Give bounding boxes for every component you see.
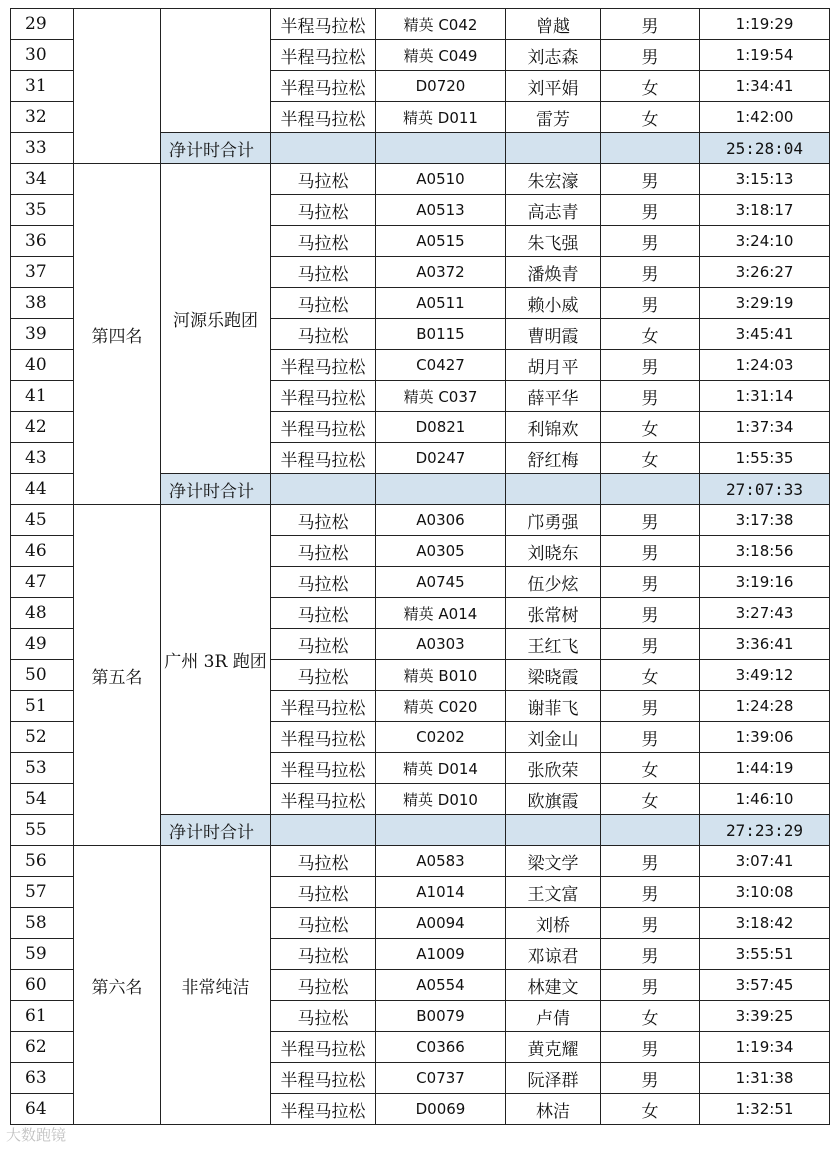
subtotal-time-cell: 27:07:33 xyxy=(700,474,830,505)
event-cell: 半程马拉松 xyxy=(271,691,376,722)
event-cell: 半程马拉松 xyxy=(271,722,376,753)
bib-cell: D0247 xyxy=(376,443,506,474)
runner-name-cell: 卢倩 xyxy=(506,1001,601,1032)
bib-cell: 精英 C037 xyxy=(376,381,506,412)
row-number-cell: 31 xyxy=(11,71,74,102)
bib-cell: A0305 xyxy=(376,536,506,567)
event-cell: 马拉松 xyxy=(271,660,376,691)
finish-time-cell: 1:31:38 xyxy=(700,1063,830,1094)
runner-name-cell: 伍少炫 xyxy=(506,567,601,598)
gender-cell: 女 xyxy=(601,71,700,102)
runner-name-cell: 王文富 xyxy=(506,877,601,908)
runner-name-cell: 雷芳 xyxy=(506,102,601,133)
gender-cell: 男 xyxy=(601,536,700,567)
runner-name-cell: 张常树 xyxy=(506,598,601,629)
gender-cell: 男 xyxy=(601,164,700,195)
table-row xyxy=(11,846,830,877)
runner-name-cell: 刘晓东 xyxy=(506,536,601,567)
finish-time-cell: 3:17:38 xyxy=(700,505,830,536)
event-cell: 马拉松 xyxy=(271,257,376,288)
gender-cell: 男 xyxy=(601,722,700,753)
runner-name-cell: 刘金山 xyxy=(506,722,601,753)
rank-cell: 第六名 xyxy=(74,846,161,1125)
finish-time-cell: 1:55:35 xyxy=(700,443,830,474)
rank-cell xyxy=(74,9,161,164)
row-number-cell: 55 xyxy=(11,815,74,846)
row-number-cell: 53 xyxy=(11,753,74,784)
row-number-cell: 37 xyxy=(11,257,74,288)
row-number-cell: 43 xyxy=(11,443,74,474)
runner-name-cell: 邓谅君 xyxy=(506,939,601,970)
bib-cell: A0554 xyxy=(376,970,506,1001)
bib-cell: A1014 xyxy=(376,877,506,908)
runner-name-cell: 阮泽群 xyxy=(506,1063,601,1094)
bib-cell: A0510 xyxy=(376,164,506,195)
finish-time-cell: 3:10:08 xyxy=(700,877,830,908)
finish-time-cell: 3:49:12 xyxy=(700,660,830,691)
gender-cell: 男 xyxy=(601,629,700,660)
finish-time-cell: 1:31:14 xyxy=(700,381,830,412)
row-number-cell: 57 xyxy=(11,877,74,908)
event-cell: 半程马拉松 xyxy=(271,71,376,102)
gender-cell: 男 xyxy=(601,257,700,288)
event-cell: 半程马拉松 xyxy=(271,350,376,381)
gender-cell: 女 xyxy=(601,412,700,443)
finish-time-cell: 1:24:28 xyxy=(700,691,830,722)
finish-time-cell: 1:24:03 xyxy=(700,350,830,381)
empty-cell xyxy=(271,474,376,505)
gender-cell: 男 xyxy=(601,970,700,1001)
gender-cell: 女 xyxy=(601,443,700,474)
row-number-cell: 49 xyxy=(11,629,74,660)
row-number-cell: 41 xyxy=(11,381,74,412)
subtotal-label-cell: 净计时合计 xyxy=(161,815,271,846)
event-cell: 马拉松 xyxy=(271,877,376,908)
event-cell: 马拉松 xyxy=(271,505,376,536)
runner-name-cell: 林建文 xyxy=(506,970,601,1001)
event-cell: 马拉松 xyxy=(271,629,376,660)
row-number-cell: 42 xyxy=(11,412,74,443)
bib-cell: A0372 xyxy=(376,257,506,288)
gender-cell: 男 xyxy=(601,1063,700,1094)
empty-cell xyxy=(601,815,700,846)
bib-cell: A0745 xyxy=(376,567,506,598)
event-cell: 半程马拉松 xyxy=(271,40,376,71)
gender-cell: 男 xyxy=(601,1032,700,1063)
finish-time-cell: 3:18:42 xyxy=(700,908,830,939)
table-row xyxy=(11,505,830,536)
row-number-cell: 54 xyxy=(11,784,74,815)
event-cell: 马拉松 xyxy=(271,939,376,970)
finish-time-cell: 3:07:41 xyxy=(700,846,830,877)
finish-time-cell: 1:44:19 xyxy=(700,753,830,784)
gender-cell: 男 xyxy=(601,505,700,536)
bib-cell: 精英 D010 xyxy=(376,784,506,815)
event-cell: 半程马拉松 xyxy=(271,102,376,133)
gender-cell: 男 xyxy=(601,350,700,381)
finish-time-cell: 3:57:45 xyxy=(700,970,830,1001)
bib-cell: 精英 C020 xyxy=(376,691,506,722)
gender-cell: 男 xyxy=(601,40,700,71)
gender-cell: 男 xyxy=(601,877,700,908)
row-number-cell: 60 xyxy=(11,970,74,1001)
bib-cell: D0720 xyxy=(376,71,506,102)
subtotal-label-cell: 净计时合计 xyxy=(161,133,271,164)
finish-time-cell: 1:19:29 xyxy=(700,9,830,40)
gender-cell: 男 xyxy=(601,195,700,226)
empty-cell xyxy=(506,133,601,164)
row-number-cell: 47 xyxy=(11,567,74,598)
event-cell: 半程马拉松 xyxy=(271,1032,376,1063)
bib-cell: 精英 A014 xyxy=(376,598,506,629)
runner-name-cell: 舒红梅 xyxy=(506,443,601,474)
row-number-cell: 32 xyxy=(11,102,74,133)
table-row xyxy=(11,164,830,195)
row-number-cell: 35 xyxy=(11,195,74,226)
gender-cell: 男 xyxy=(601,9,700,40)
gender-cell: 女 xyxy=(601,319,700,350)
gender-cell: 男 xyxy=(601,226,700,257)
runner-name-cell: 黄克耀 xyxy=(506,1032,601,1063)
gender-cell: 男 xyxy=(601,567,700,598)
runner-name-cell: 胡月平 xyxy=(506,350,601,381)
gender-cell: 男 xyxy=(601,939,700,970)
finish-time-cell: 1:42:00 xyxy=(700,102,830,133)
finish-time-cell: 3:36:41 xyxy=(700,629,830,660)
runner-name-cell: 刘桥 xyxy=(506,908,601,939)
empty-cell xyxy=(601,133,700,164)
bib-cell: A0306 xyxy=(376,505,506,536)
event-cell: 马拉松 xyxy=(271,567,376,598)
row-number-cell: 61 xyxy=(11,1001,74,1032)
row-number-cell: 62 xyxy=(11,1032,74,1063)
finish-time-cell: 3:45:41 xyxy=(700,319,830,350)
runner-name-cell: 王红飞 xyxy=(506,629,601,660)
row-number-cell: 29 xyxy=(11,9,74,40)
gender-cell: 男 xyxy=(601,691,700,722)
event-cell: 半程马拉松 xyxy=(271,753,376,784)
finish-time-cell: 3:26:27 xyxy=(700,257,830,288)
row-number-cell: 45 xyxy=(11,505,74,536)
subtotal-time-cell: 27:23:29 xyxy=(700,815,830,846)
gender-cell: 女 xyxy=(601,784,700,815)
bib-cell: 精英 D014 xyxy=(376,753,506,784)
runner-name-cell: 朱宏濠 xyxy=(506,164,601,195)
row-number-cell: 36 xyxy=(11,226,74,257)
subtotal-label-cell: 净计时合计 xyxy=(161,474,271,505)
gender-cell: 女 xyxy=(601,753,700,784)
finish-time-cell: 3:15:13 xyxy=(700,164,830,195)
finish-time-cell: 3:39:25 xyxy=(700,1001,830,1032)
event-cell: 马拉松 xyxy=(271,164,376,195)
gender-cell: 男 xyxy=(601,598,700,629)
gender-cell: 女 xyxy=(601,1001,700,1032)
event-cell: 马拉松 xyxy=(271,846,376,877)
runner-name-cell: 赖小威 xyxy=(506,288,601,319)
row-number-cell: 50 xyxy=(11,660,74,691)
row-number-cell: 48 xyxy=(11,598,74,629)
bib-cell: C0427 xyxy=(376,350,506,381)
finish-time-cell: 1:32:51 xyxy=(700,1094,830,1125)
event-cell: 马拉松 xyxy=(271,319,376,350)
event-cell: 马拉松 xyxy=(271,226,376,257)
gender-cell: 男 xyxy=(601,288,700,319)
runner-name-cell: 曾越 xyxy=(506,9,601,40)
bib-cell: C0737 xyxy=(376,1063,506,1094)
bib-cell: B0079 xyxy=(376,1001,506,1032)
empty-cell xyxy=(506,815,601,846)
bib-cell: D0069 xyxy=(376,1094,506,1125)
gender-cell: 男 xyxy=(601,846,700,877)
runner-name-cell: 朱飞强 xyxy=(506,226,601,257)
gender-cell: 男 xyxy=(601,381,700,412)
finish-time-cell: 1:37:34 xyxy=(700,412,830,443)
event-cell: 马拉松 xyxy=(271,908,376,939)
event-cell: 半程马拉松 xyxy=(271,1094,376,1125)
bib-cell: C0202 xyxy=(376,722,506,753)
finish-time-cell: 1:19:54 xyxy=(700,40,830,71)
row-number-cell: 52 xyxy=(11,722,74,753)
watermark: 大数跑镜 xyxy=(6,1126,67,1144)
gender-cell: 男 xyxy=(601,908,700,939)
event-cell: 马拉松 xyxy=(271,536,376,567)
event-cell: 马拉松 xyxy=(271,288,376,319)
table-row xyxy=(11,9,830,40)
bib-cell: A1009 xyxy=(376,939,506,970)
finish-time-cell: 3:27:43 xyxy=(700,598,830,629)
bib-cell: D0821 xyxy=(376,412,506,443)
finish-time-cell: 3:55:51 xyxy=(700,939,830,970)
finish-time-cell: 1:39:06 xyxy=(700,722,830,753)
runner-name-cell: 曹明霞 xyxy=(506,319,601,350)
runner-name-cell: 邝勇强 xyxy=(506,505,601,536)
event-cell: 马拉松 xyxy=(271,1001,376,1032)
row-number-cell: 46 xyxy=(11,536,74,567)
runner-name-cell: 张欣荣 xyxy=(506,753,601,784)
bib-cell: A0303 xyxy=(376,629,506,660)
runner-name-cell: 利锦欢 xyxy=(506,412,601,443)
runner-name-cell: 梁晓霞 xyxy=(506,660,601,691)
subtotal-time-cell: 25:28:04 xyxy=(700,133,830,164)
row-number-cell: 39 xyxy=(11,319,74,350)
row-number-cell: 64 xyxy=(11,1094,74,1125)
event-cell: 半程马拉松 xyxy=(271,1063,376,1094)
row-number-cell: 59 xyxy=(11,939,74,970)
bib-cell: B0115 xyxy=(376,319,506,350)
bib-cell: 精英 D011 xyxy=(376,102,506,133)
event-cell: 半程马拉松 xyxy=(271,784,376,815)
empty-cell xyxy=(376,474,506,505)
bib-cell: 精英 B010 xyxy=(376,660,506,691)
event-cell: 马拉松 xyxy=(271,598,376,629)
row-number-cell: 40 xyxy=(11,350,74,381)
gender-cell: 女 xyxy=(601,102,700,133)
runner-name-cell: 潘焕青 xyxy=(506,257,601,288)
rank-cell: 第四名 xyxy=(74,164,161,505)
row-number-cell: 33 xyxy=(11,133,74,164)
empty-cell xyxy=(506,474,601,505)
event-cell: 半程马拉松 xyxy=(271,9,376,40)
finish-time-cell: 1:34:41 xyxy=(700,71,830,102)
bib-cell: A0511 xyxy=(376,288,506,319)
bib-cell: A0515 xyxy=(376,226,506,257)
team-cell xyxy=(161,9,271,133)
bib-cell: A0094 xyxy=(376,908,506,939)
finish-time-cell: 1:19:34 xyxy=(700,1032,830,1063)
bib-cell: A0513 xyxy=(376,195,506,226)
runner-name-cell: 薛平华 xyxy=(506,381,601,412)
event-cell: 半程马拉松 xyxy=(271,412,376,443)
runner-name-cell: 梁文学 xyxy=(506,846,601,877)
bib-cell: C0366 xyxy=(376,1032,506,1063)
empty-cell xyxy=(271,815,376,846)
empty-cell xyxy=(376,133,506,164)
team-cell: 非常纯洁 xyxy=(161,846,271,1125)
gender-cell: 女 xyxy=(601,1094,700,1125)
runner-name-cell: 刘平娟 xyxy=(506,71,601,102)
empty-cell xyxy=(271,133,376,164)
event-cell: 马拉松 xyxy=(271,195,376,226)
bib-cell: 精英 C049 xyxy=(376,40,506,71)
row-number-cell: 58 xyxy=(11,908,74,939)
bib-cell: 精英 C042 xyxy=(376,9,506,40)
row-number-cell: 63 xyxy=(11,1063,74,1094)
runner-name-cell: 林洁 xyxy=(506,1094,601,1125)
event-cell: 半程马拉松 xyxy=(271,443,376,474)
finish-time-cell: 3:19:16 xyxy=(700,567,830,598)
runner-name-cell: 谢菲飞 xyxy=(506,691,601,722)
finish-time-cell: 3:18:56 xyxy=(700,536,830,567)
row-number-cell: 44 xyxy=(11,474,74,505)
results-table-body xyxy=(11,9,830,1125)
empty-cell xyxy=(601,474,700,505)
finish-time-cell: 3:29:19 xyxy=(700,288,830,319)
results-table xyxy=(10,8,830,1125)
row-number-cell: 56 xyxy=(11,846,74,877)
runner-name-cell: 欧旗霞 xyxy=(506,784,601,815)
event-cell: 马拉松 xyxy=(271,970,376,1001)
rank-cell: 第五名 xyxy=(74,505,161,846)
team-cell: 河源乐跑团 xyxy=(161,164,271,474)
gender-cell: 女 xyxy=(601,660,700,691)
empty-cell xyxy=(376,815,506,846)
finish-time-cell: 3:18:17 xyxy=(700,195,830,226)
runner-name-cell: 刘志森 xyxy=(506,40,601,71)
runner-name-cell: 高志青 xyxy=(506,195,601,226)
row-number-cell: 30 xyxy=(11,40,74,71)
event-cell: 半程马拉松 xyxy=(271,381,376,412)
finish-time-cell: 1:46:10 xyxy=(700,784,830,815)
finish-time-cell: 3:24:10 xyxy=(700,226,830,257)
team-cell: 广州 3R 跑团 xyxy=(161,505,271,815)
bib-cell: A0583 xyxy=(376,846,506,877)
row-number-cell: 51 xyxy=(11,691,74,722)
row-number-cell: 38 xyxy=(11,288,74,319)
row-number-cell: 34 xyxy=(11,164,74,195)
